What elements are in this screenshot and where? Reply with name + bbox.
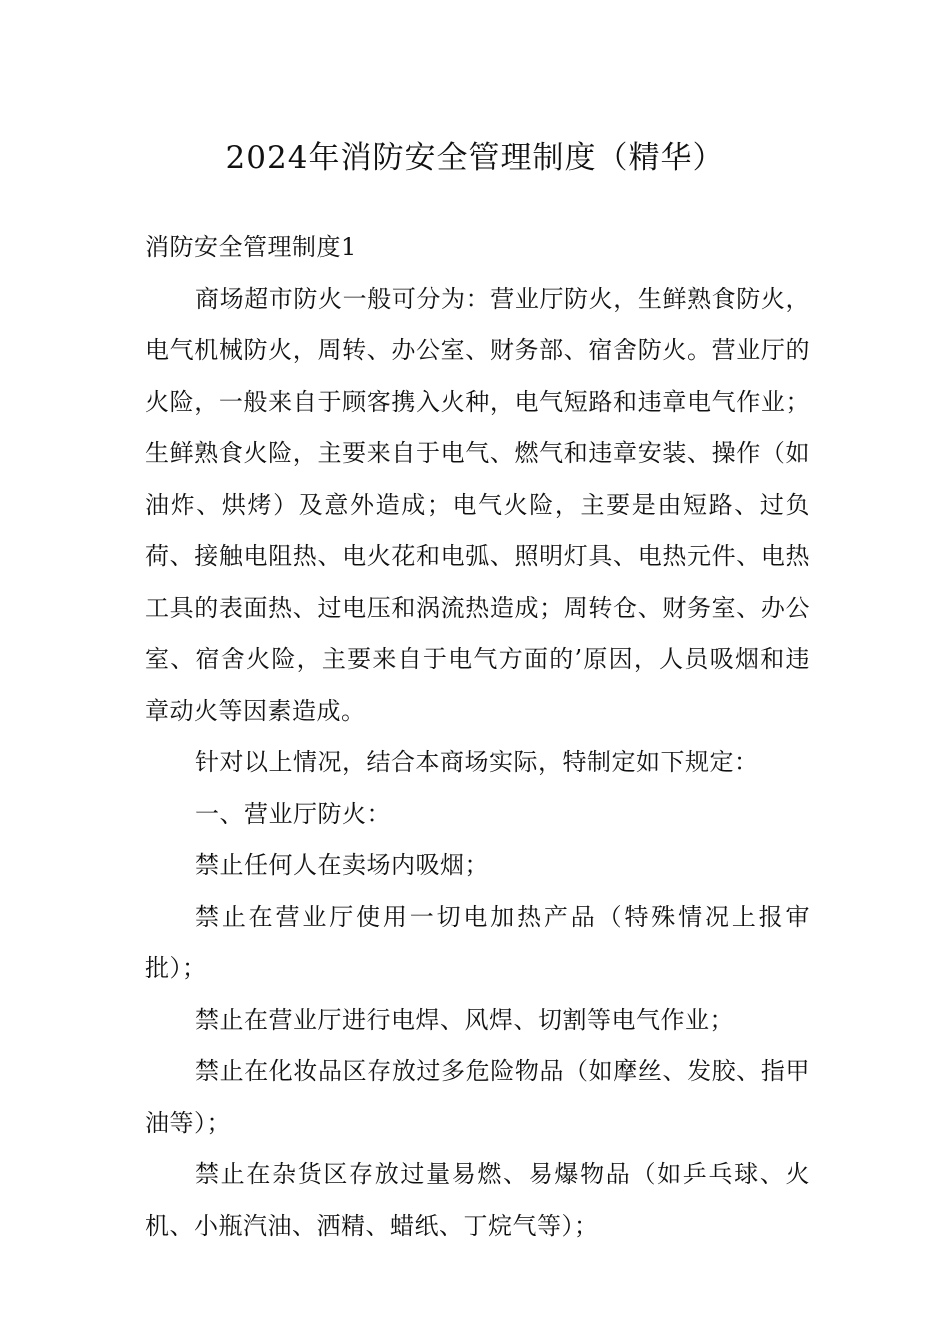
document-title: 2024年消防安全管理制度（精华） xyxy=(225,140,725,176)
rule-flammables-storage: 禁止在杂货区存放过量易燃、易爆物品（如乒乓球、火机、小瓶汽油、洒精、蜡纸、丁烷气等）； xyxy=(145,1160,810,1240)
paragraph-regulation-intro: 针对以上情况，结合本商场实际，特制定如下规定： xyxy=(195,748,759,776)
section-heading: 消防安全管理制度1 xyxy=(145,233,357,261)
rule-no-welding: 禁止在营业厅进行电焊、风焊、切割等电气作业； xyxy=(195,1005,734,1034)
rule-no-smoking: 禁止任何人在卖场内吸烟； xyxy=(195,851,489,879)
rule-cosmetics-storage: 禁止在化妆品区存放过多危险物品（如摩丝、发胶、指甲油等）； xyxy=(145,1057,810,1137)
subsection-heading-sales-hall: 一、营业厅防火： xyxy=(195,799,391,828)
document-body xyxy=(145,222,810,1252)
paragraph-overview: 商场超市防火一般可分为：营业厅防火，生鲜熟食防火，电气机械防火，周转、办公室、财务部、宿舍防火。营业厅的火险，一般来自于顾客携入火种，电气短路和违章电气作业；生鲜熟食火险，主要来自于电气、燃气和违章安装、操作（如油炸、烘烤）及意外造成；电气火险，主要是由短路、过负荷、接触电阻热、电火花和电弧、照明灯具、电热元件、电热工具的表面热、过电压和涡流热造成；周转仓、财务室、办公室、宿舍火险，主要来自于电气方面的’原因，人员吸烟和违章动火等因素造成。 xyxy=(145,284,810,725)
rule-no-electric-heaters: 禁止在营业厅使用一切电加热产品（特殊情况上报审批）； xyxy=(145,902,810,982)
